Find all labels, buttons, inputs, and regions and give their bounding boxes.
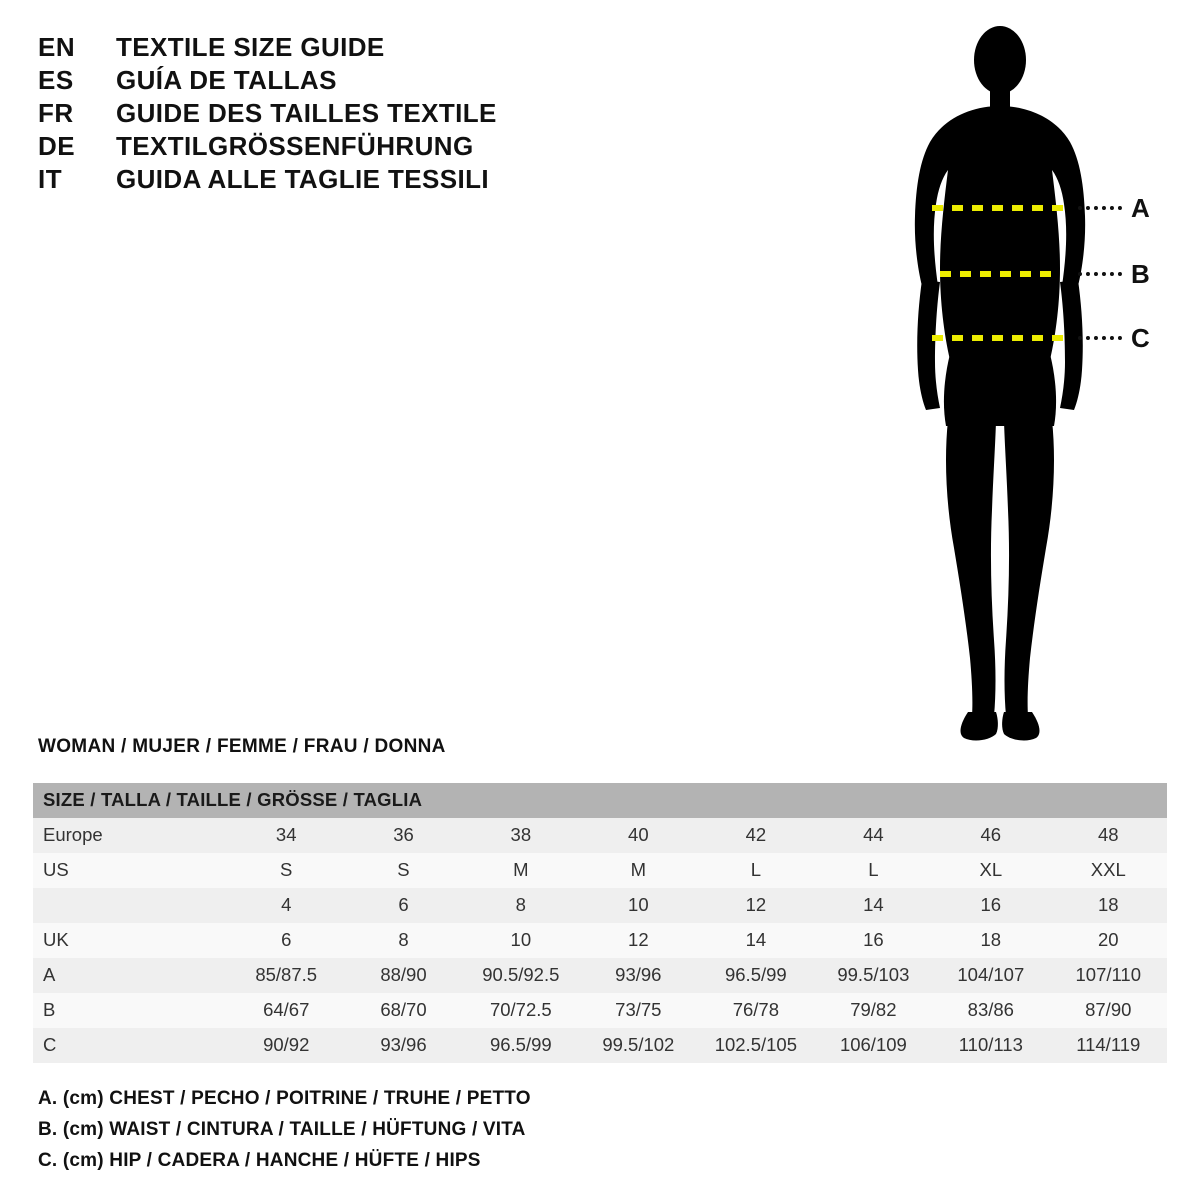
- table-row: [33, 888, 1167, 923]
- title-row: [38, 32, 758, 63]
- row-label: C: [43, 1034, 57, 1055]
- cell: L: [750, 859, 761, 880]
- leader-dash-icon: [1078, 336, 1122, 340]
- leader-dash-icon: [1078, 272, 1122, 276]
- cell: 110/113: [958, 1034, 1023, 1055]
- cell: 93/96: [380, 1034, 427, 1055]
- cell: 114/119: [1076, 1034, 1141, 1055]
- cell: 16: [980, 894, 1002, 915]
- cell: 107/110: [1075, 964, 1141, 985]
- title-text: TEXTILE SIZE GUIDE: [116, 32, 385, 62]
- size-table-header-label: SIZE / TALLA / TAILLE / GRÖSSE / TAGLIA: [33, 783, 1167, 818]
- title-row: [38, 164, 758, 195]
- title-lang-code: ES: [38, 65, 74, 95]
- cell: 96.5/99: [724, 964, 787, 985]
- table-row: [33, 993, 1167, 1028]
- cell: 20: [1097, 929, 1119, 950]
- marker-letter-a: A: [1131, 193, 1150, 223]
- row-label: B: [43, 999, 56, 1020]
- silhouette-svg: [860, 18, 1190, 758]
- cell: 40: [628, 824, 649, 845]
- cell: 88/90: [380, 964, 427, 985]
- table-row: [33, 958, 1167, 993]
- cell: 34: [275, 824, 297, 845]
- cell: 6: [281, 929, 292, 950]
- cell: 64/67: [263, 999, 310, 1020]
- cell: 42: [745, 824, 767, 845]
- title-lang-code: IT: [38, 164, 63, 194]
- cell: 10: [510, 929, 532, 950]
- cell: 99.5/103: [837, 964, 910, 985]
- cell: 6: [398, 894, 409, 915]
- cell: 87/90: [1085, 999, 1132, 1020]
- marker-row-b: [1078, 259, 1150, 289]
- cell: 68/70: [380, 999, 427, 1020]
- cell: 14: [863, 894, 884, 915]
- marker-letter-b: B: [1131, 259, 1150, 289]
- silhouette-body: [915, 26, 1085, 741]
- cell: 73/75: [615, 999, 662, 1020]
- cell: 38: [510, 824, 532, 845]
- cell: 70/72.5: [489, 999, 552, 1020]
- cell: 76/78: [732, 999, 779, 1020]
- cell: 83/86: [967, 999, 1014, 1020]
- legend-line-b: B. (cm) WAIST / CINTURA / TAILLE / HÜFTUNG / VITA: [38, 1119, 526, 1140]
- cell: XL: [979, 859, 1003, 880]
- cell: 79/82: [850, 999, 897, 1020]
- cell: 10: [628, 894, 649, 915]
- cell: 18: [980, 929, 1002, 950]
- title-text: TEXTILGRÖSSENFÜHRUNG: [116, 131, 474, 161]
- row-label: [33, 888, 228, 923]
- cell: 90/92: [263, 1034, 310, 1055]
- cell: 96.5/99: [489, 1034, 552, 1055]
- cell: 8: [515, 894, 526, 915]
- cell: 8: [398, 929, 409, 950]
- row-label: US: [43, 859, 69, 880]
- cell: 36: [393, 824, 414, 845]
- marker-letter-c: C: [1131, 323, 1150, 353]
- leader-dash-icon: [1078, 206, 1122, 210]
- cell: 16: [863, 929, 884, 950]
- cell: 46: [980, 824, 1002, 845]
- title-row: [38, 98, 758, 129]
- title-row: [38, 131, 758, 162]
- cell: M: [513, 859, 529, 880]
- cell: 93/96: [615, 964, 662, 985]
- marker-row-a: [1078, 193, 1150, 223]
- cell: 99.5/102: [602, 1034, 675, 1055]
- measurement-legend: [38, 1088, 738, 1181]
- cell: 102.5/105: [714, 1034, 797, 1055]
- section-caption: WOMAN / MUJER / FEMME / FRAU / DONNA: [38, 736, 446, 757]
- cell: 106/109: [839, 1034, 907, 1055]
- table-row: [33, 1028, 1167, 1063]
- cell: L: [868, 859, 879, 880]
- cell: 12: [628, 929, 649, 950]
- cell: 85/87.5: [255, 964, 318, 985]
- size-table-body: [33, 818, 1167, 1063]
- table-row: [33, 853, 1167, 888]
- title-lang-code: EN: [38, 32, 76, 62]
- cell: 12: [745, 894, 767, 915]
- size-table: [33, 783, 1167, 1063]
- cell: 14: [745, 929, 767, 950]
- title-text: GUÍA DE TALLAS: [116, 65, 337, 95]
- row-label: A: [43, 964, 56, 985]
- marker-row-c: [1078, 323, 1150, 353]
- title-text: GUIDA ALLE TAGLIE TESSILI: [116, 164, 490, 194]
- cell: 18: [1097, 894, 1119, 915]
- row-label: UK: [43, 929, 69, 950]
- title-block: [38, 32, 758, 197]
- legend-line-a: A. (cm) CHEST / PECHO / POITRINE / TRUHE / PETTO: [38, 1088, 531, 1109]
- row-label: Europe: [43, 824, 103, 845]
- cell: 104/107: [957, 964, 1025, 985]
- cell: S: [397, 859, 410, 880]
- cell: M: [630, 859, 647, 880]
- title-text: GUIDE DES TAILLES TEXTILE: [116, 98, 497, 128]
- table-row: [33, 818, 1167, 853]
- legend-line-c: C. (cm) HIP / CADERA / HANCHE / HÜFTE / HIPS: [38, 1150, 481, 1171]
- cell: 48: [1097, 824, 1119, 845]
- cell: XXL: [1090, 859, 1126, 880]
- size-table-head: [33, 783, 1167, 818]
- female-silhouette-figure: [860, 18, 1190, 758]
- title-lang-code: FR: [38, 98, 74, 128]
- cell: 4: [281, 894, 292, 915]
- title-row: [38, 65, 758, 96]
- title-lang-code: DE: [38, 131, 76, 161]
- cell: S: [280, 859, 293, 880]
- cell: 90.5/92.5: [482, 964, 560, 985]
- table-row: [33, 923, 1167, 958]
- cell: 44: [863, 824, 884, 845]
- table-header-row: [33, 783, 1167, 818]
